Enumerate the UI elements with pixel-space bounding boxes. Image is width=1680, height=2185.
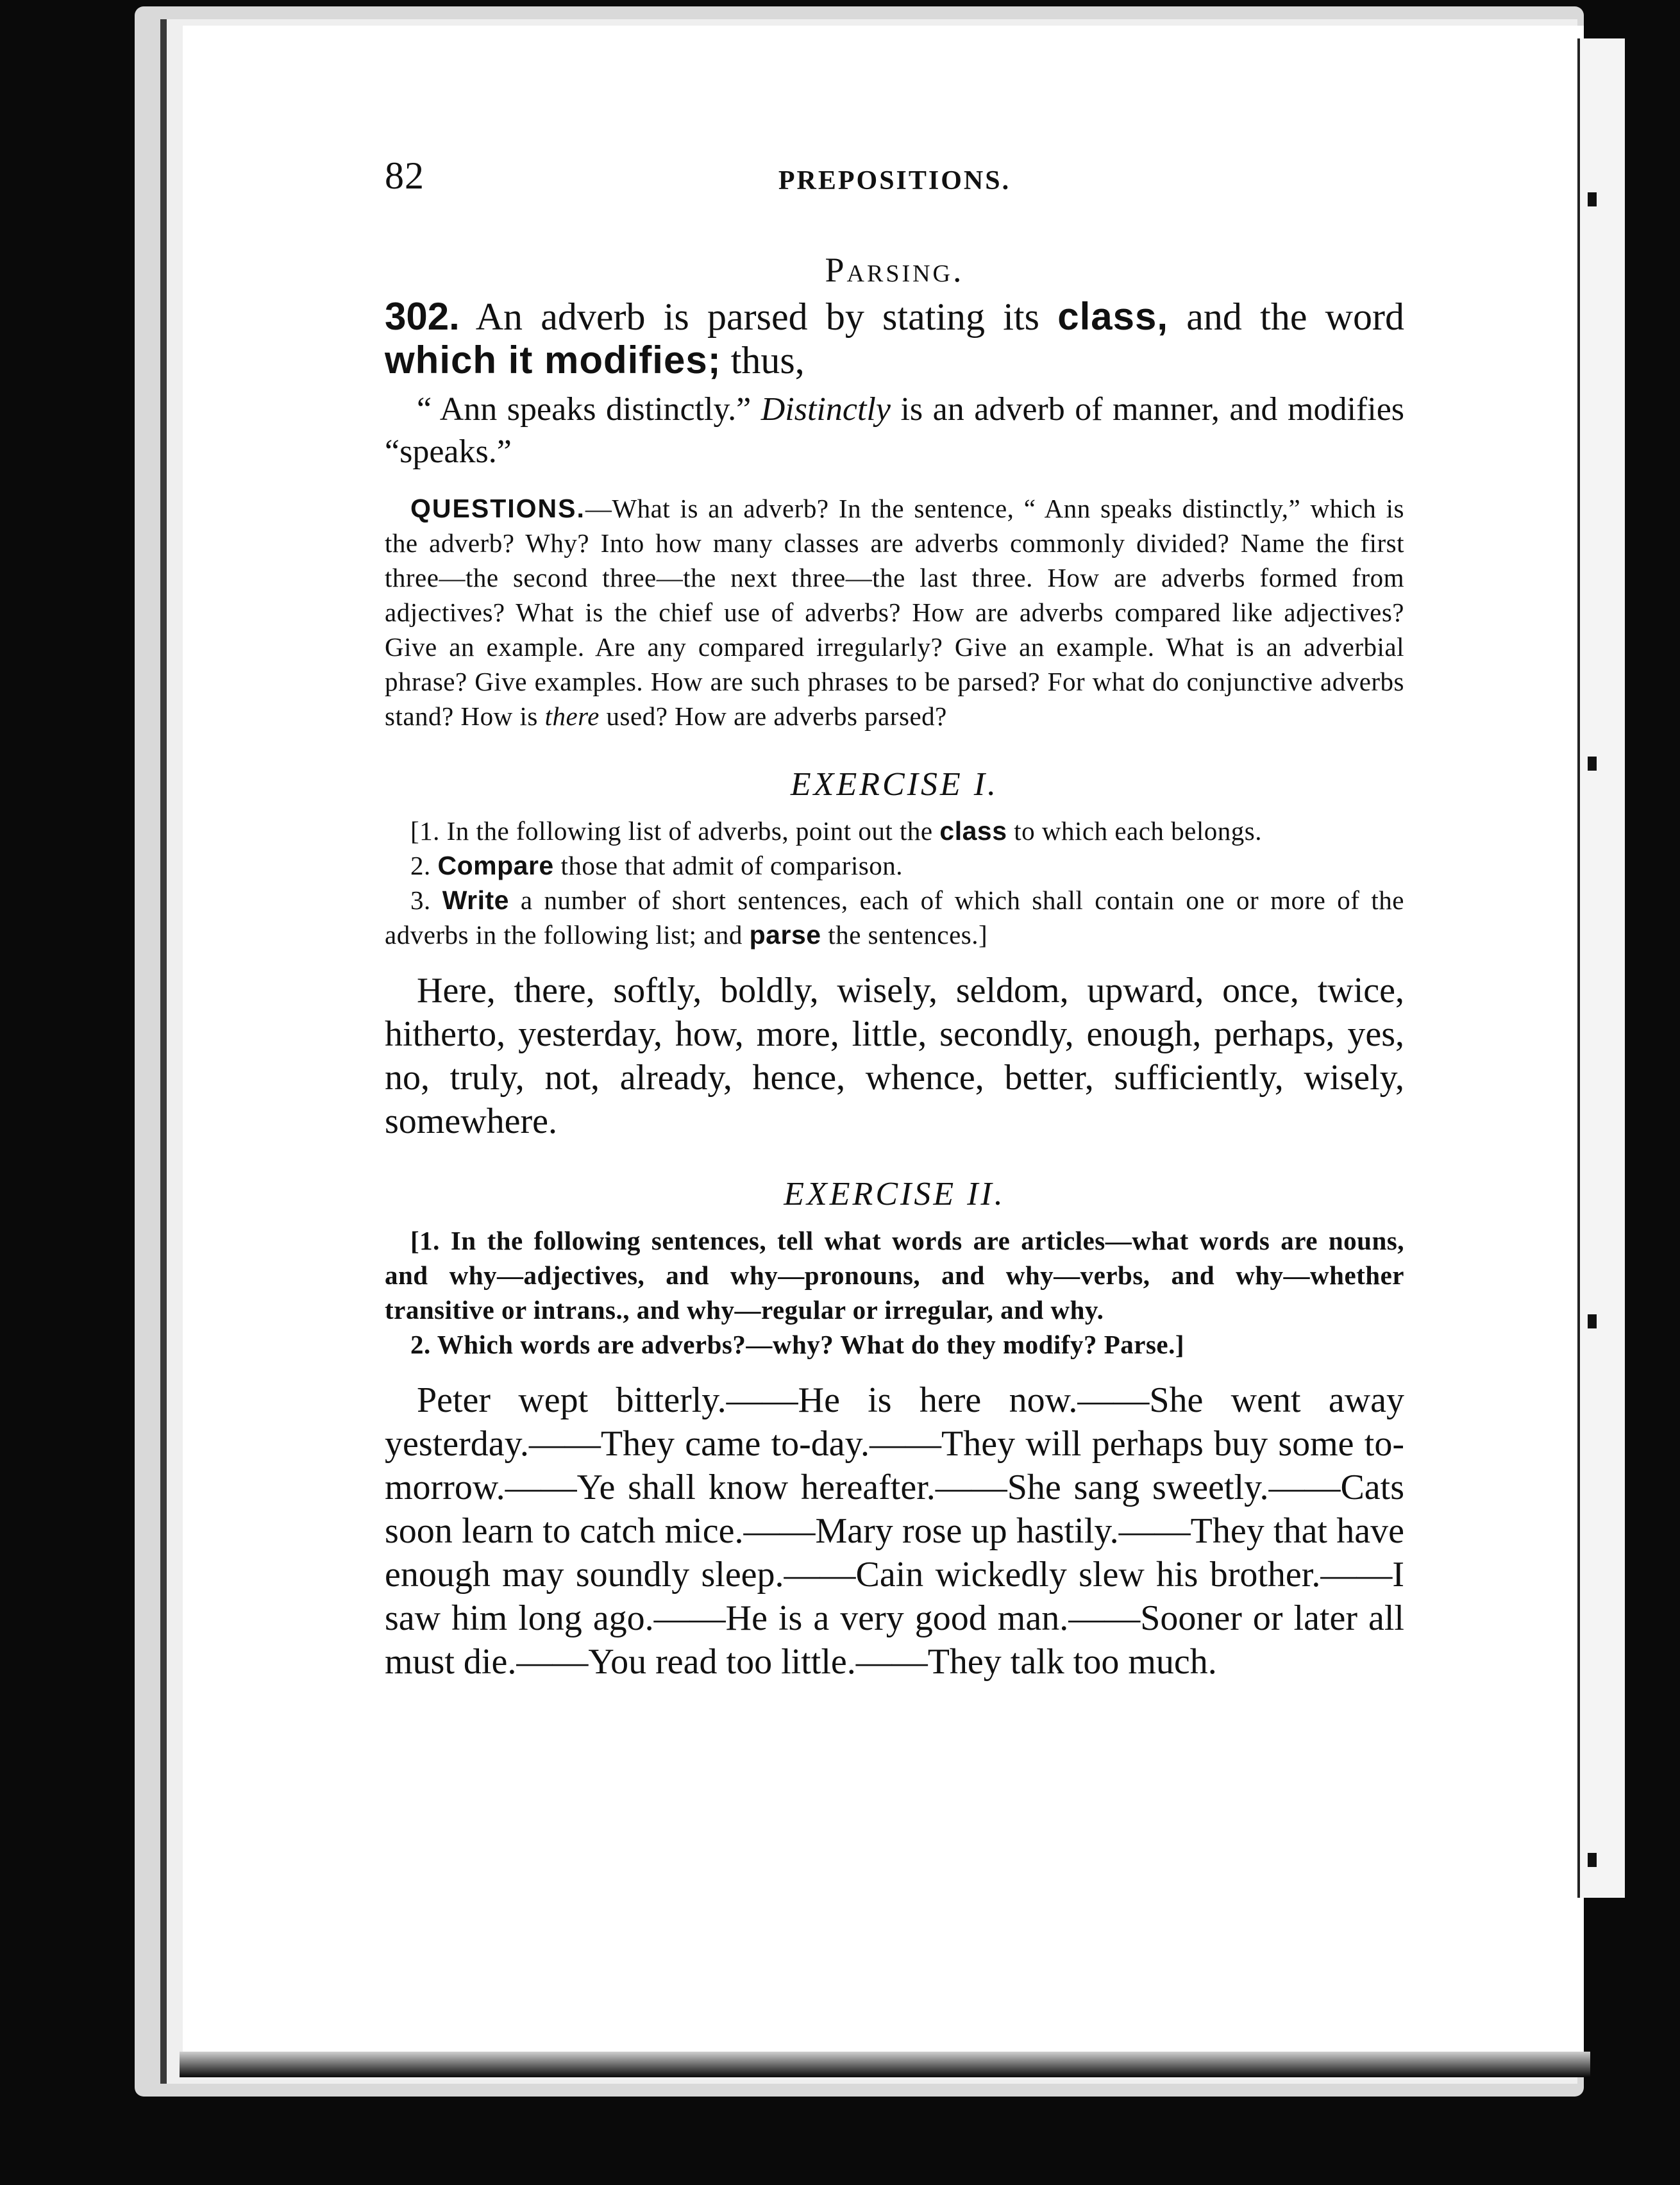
exercise-2-sentences: Peter wept bitterly.——He is here now.——She went away yesterday.——They came to-day.——They will perhaps buy some to-morrow.——Ye shall know hereafter.——She sang sweetly.——Cats soon learn to catch mice.——Mary rose up hastily.——They that have enough may soundly sleep.——Cain wickedly slew his brother.——I saw him long ago.——He is a very good man.——Sooner or later all must die.——You read too little.——They talk too much. (385, 1380, 1404, 1682)
rule-text-a: An adverb is parsed by stating its (459, 296, 1058, 338)
example-rest: is an adverb of manner, and modifies “speaks.” (385, 391, 1405, 470)
instruction-text: those that admit of comparison. (553, 851, 903, 880)
scan-mark (1588, 192, 1597, 206)
rule-bold-class: class, (1057, 295, 1169, 338)
exercise-2-heading: EXERCISE II. (784, 1176, 1005, 1212)
rule-paragraph (385, 295, 1404, 382)
example-italic-word: Distinctly (760, 391, 891, 428)
rule-text-b: and the word (1168, 296, 1404, 338)
rule-number: 302. (385, 295, 460, 338)
exercise-1-instructions (385, 814, 1404, 952)
rule-bold-modifies: which it modifies; (385, 339, 721, 381)
running-head (385, 154, 1404, 224)
adverb-word-list: Here, there, softly, boldly, wisely, seldom, upward, once, twice, hitherto, yesterday, how, more, little, secondly, enough, perhaps, yes, no, truly, not, already, hence, whence, better, sufficiently, wisely, somewhere. (385, 971, 1404, 1141)
questions-italic: there (544, 701, 600, 731)
scan-mark (1588, 1853, 1597, 1867)
rule-text-c: thus, (721, 339, 805, 381)
instruction-text: 3. (410, 885, 442, 915)
instruction-text: the sentences.] (821, 920, 988, 950)
exercise-1-instruction-1 (385, 814, 1404, 848)
running-title: PREPOSITIONS. (778, 166, 1011, 196)
instruction-text: 2. (410, 851, 438, 880)
exercise-1-instruction-3 (385, 883, 1404, 952)
questions-text-a: —What is an adverb? In the sentence, “ Ann speaks distinctly,” which is the adverb? Why? Into how many classes are adverbs commonly divided? Name the first three—the second three—the next three—the last three. How are adverbs formed from adjectives? What is the chief use of adverbs? How are adverbs compared like adjectives? Give an example. Are any compared irregularly? Give an example. What is an adverbial phrase? Give examples. How are such phrases to be parsed? For what do conjunctive adverbs stand? How is (385, 494, 1404, 731)
example-quote: “ Ann speaks distinctly.” (417, 391, 761, 428)
page-shadow (180, 2052, 1590, 2077)
instruction-bold: parse (749, 920, 821, 950)
exercise-2-instruction-1: [1. In the following sentences, tell what words are articles—what words are nouns, and why—adjectives, and why—pronouns, and why—verbs, and why—whether transitive or intrans., and why—regular or irregular, and why. (385, 1226, 1404, 1325)
instruction-bold: Write (442, 885, 509, 915)
scan-mark (1588, 1314, 1597, 1328)
page-number: 82 (385, 155, 424, 197)
section-heading-text: Parsing. (825, 251, 964, 289)
instruction-bold: Compare (437, 851, 554, 880)
page-content (385, 154, 1404, 1684)
exercise-1-instruction-2 (385, 848, 1404, 883)
instruction-text: a number of short sentences, each of which shall contain one or more of the adverbs in the following list; and (385, 885, 1404, 950)
exercise-2-instructions (385, 1223, 1404, 1362)
section-heading (385, 250, 1404, 290)
example-paragraph (385, 389, 1404, 473)
instruction-text: to which each belongs. (1007, 816, 1262, 846)
exercise-2-instruction-2: 2. Which words are adverbs?—why? What do they modify? Parse.] (410, 1330, 1185, 1359)
facing-page-edge (1577, 38, 1625, 1898)
questions-label: QUESTIONS. (410, 494, 585, 523)
scan-mark (1588, 757, 1597, 771)
exercise-1-heading: EXERCISE I. (790, 766, 999, 803)
instruction-text: [1. In the following list of adverbs, point out the (410, 816, 940, 846)
instruction-bold: class (939, 816, 1007, 846)
questions-text-b: used? How are adverbs parsed? (599, 701, 947, 731)
questions-paragraph (385, 491, 1404, 733)
